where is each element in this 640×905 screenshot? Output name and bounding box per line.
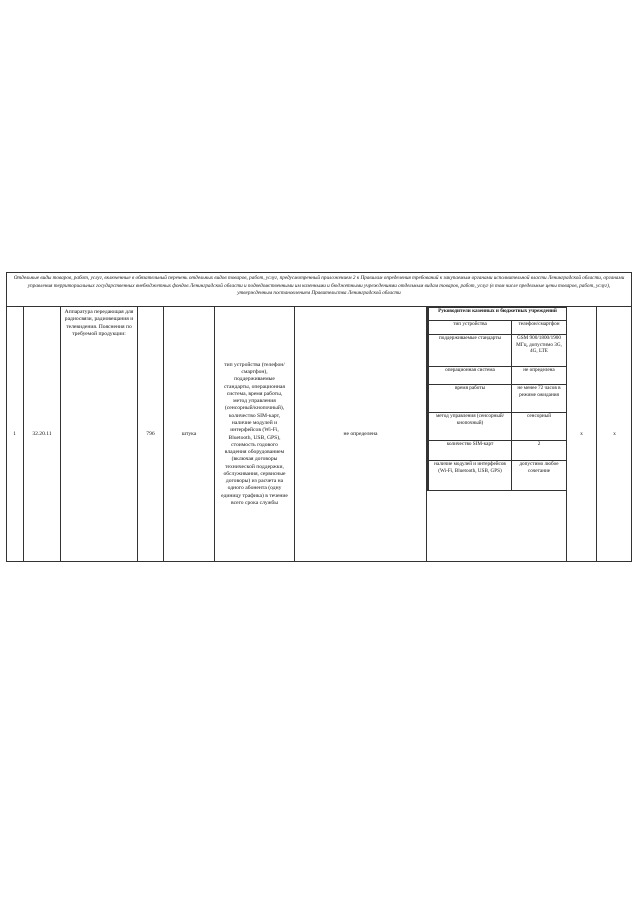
okpd-code: 32.20.11 bbox=[32, 430, 52, 437]
cell-value bbox=[295, 307, 427, 562]
sub-value: сенсорный bbox=[512, 413, 567, 441]
sub-value: не определена bbox=[512, 367, 567, 385]
cell-x1 bbox=[566, 307, 597, 562]
cell-row-number bbox=[6, 307, 24, 562]
sub-value: GSM 900/1800/1900 МГц, допустимо 3G, 4G, LTE bbox=[512, 335, 567, 367]
unit-name: штука bbox=[181, 430, 197, 437]
subtable-header: Руководители казенных и бюджетных учреждений bbox=[429, 308, 567, 321]
sub-value: телефон/смартфон bbox=[512, 321, 567, 335]
cell-properties bbox=[215, 307, 295, 562]
cell-okpd-code bbox=[24, 307, 61, 562]
okei-code: 796 bbox=[146, 430, 155, 437]
sub-value: 2 bbox=[512, 441, 567, 461]
sub-key: наличие модулей и интерфейсов (Wi-Fi, Bluetooth, USB, GPS) bbox=[429, 461, 512, 491]
cell-unit bbox=[164, 307, 215, 562]
cell-okei-code bbox=[138, 307, 164, 562]
value-undefined: не определена bbox=[343, 430, 378, 437]
sub-key: поддерживаемые стандарты bbox=[429, 335, 512, 367]
x-mark-2: x bbox=[613, 430, 616, 437]
sub-value: допустимо любое сочетание bbox=[512, 461, 567, 491]
cell-product-name bbox=[61, 307, 138, 562]
table-caption: Отдельные виды товаров, работ, услуг, включенные в обязательный перечень отдельных видов товаров, работ, услуг, предусмотренный приложением 2 к Правилам определения требований к закупаемым органами исполнительной власти Ленинградской области, органами управления территориальных государственных внебюджетных фондов Ленинградской области и подведомственными им казенными и бюджетными учреждениями отдельным видам товаров, работ, услуг (в том числе предельные цены товаров, работ, услуг), утвержденным постановлением Правительства Ленинградской области bbox=[6, 272, 632, 307]
sub-value: не менее 72 часов в режиме ожидания bbox=[512, 385, 567, 413]
x-mark-1: x bbox=[580, 430, 583, 437]
sub-key: количество SIM-карт bbox=[429, 441, 512, 461]
properties-text: тип устройства (телефон/смартфон), поддерживаемые стандарты, операционная система, время работы, метод управления (сенсорный/кнопочный), количество SIM-карт, наличие модулей и интерфейсов (Wi-Fi, Bluetooth, USB, GPS), стоимость годового владения оборудованием (включая договоры технической поддержки, обслуживания, сервисные договоры) из расчета на одного абонента (одну единицу трафика) в течение всего срока службы bbox=[221, 361, 288, 506]
sub-key: метод управления (сенсорный/кнопочный) bbox=[429, 413, 512, 441]
sub-key: тип устройства bbox=[429, 321, 512, 335]
row-number: 1 bbox=[13, 430, 16, 437]
sub-key: операционная система bbox=[429, 367, 512, 385]
product-name: Аппаратура передающая для радиосвязи, радиовещания и телевидения. Пояснения по требуемой продукции: bbox=[64, 309, 134, 337]
cell-x2 bbox=[597, 307, 632, 562]
sub-key: время работы bbox=[429, 385, 512, 413]
requirements-subtable bbox=[427, 307, 567, 491]
